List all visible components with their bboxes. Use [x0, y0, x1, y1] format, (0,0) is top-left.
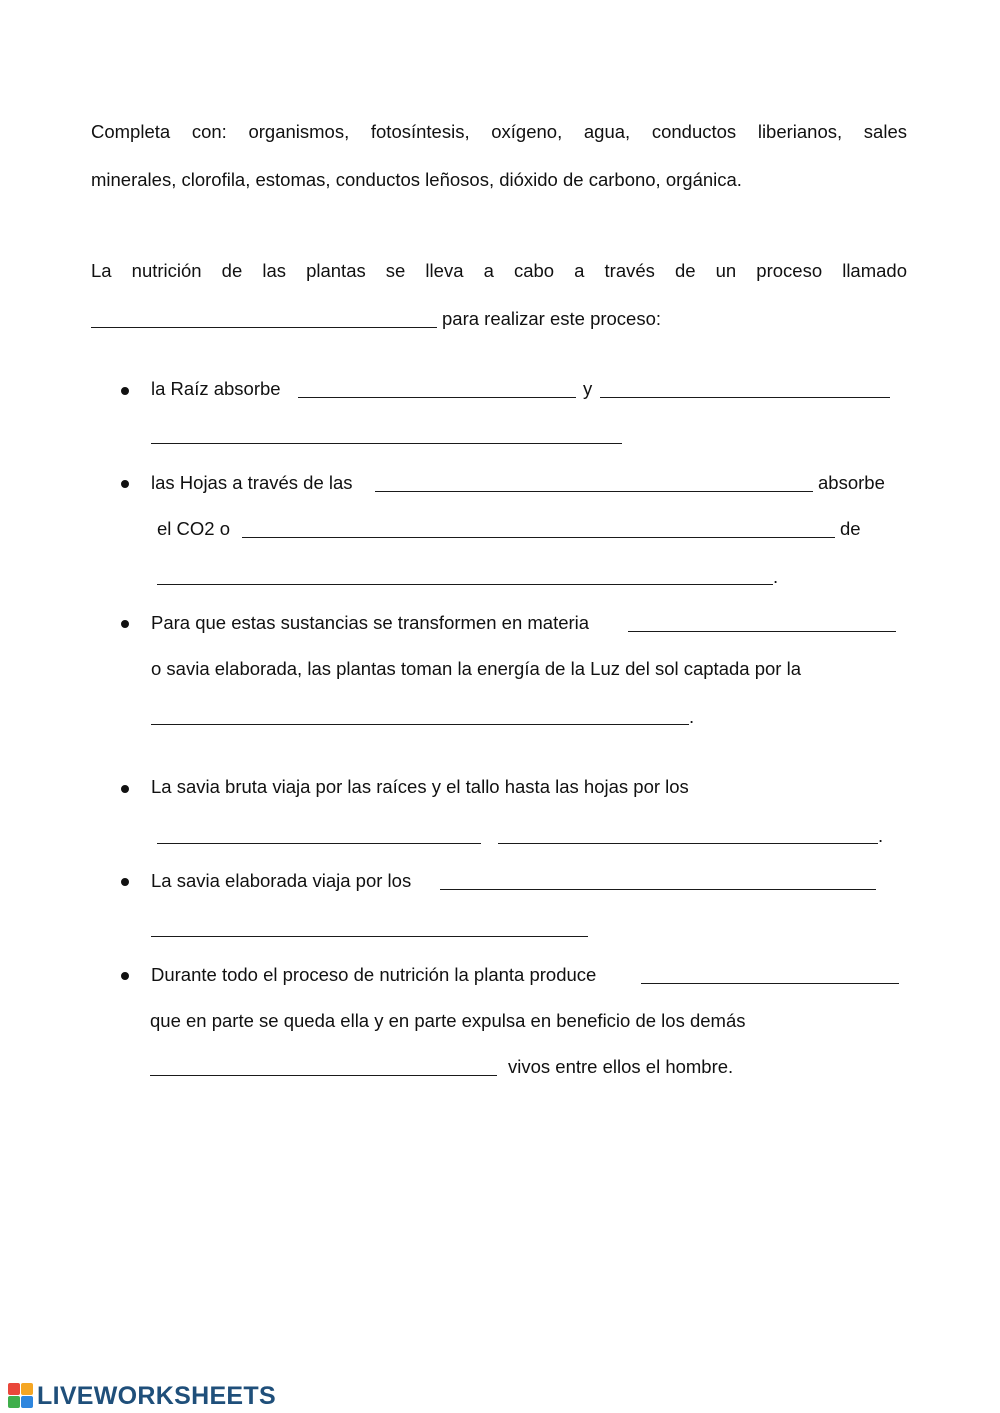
liveworksheets-logo-icon: [8, 1383, 34, 1409]
blank-savia-bruta-1[interactable]: [157, 825, 481, 844]
blank-hojas-2[interactable]: [242, 519, 835, 538]
blank-clorofila[interactable]: [151, 706, 689, 725]
blank-raiz-2[interactable]: [600, 379, 890, 398]
bullet-6: [121, 972, 129, 980]
item3-text-b: o savia elaborada, las plantas toman la energía de la Luz del sol captada por la: [151, 658, 801, 679]
blank-hojas-3[interactable]: [157, 566, 773, 585]
intro-line-2: para realizar este proceso:: [442, 308, 662, 329]
intro-line-1: La nutrición de las plantas se lleva a cabo a través de un proceso llamado: [91, 260, 907, 281]
blank-organismos[interactable]: [150, 1057, 497, 1076]
instructions-line-1: Completa con: organismos, fotosíntesis, oxígeno, agua, conductos liberianos, sales: [91, 121, 907, 142]
item3-text-a: Para que estas sustancias se transformen en materia: [151, 612, 590, 633]
item2-text-d: de: [840, 518, 861, 539]
liveworksheets-logo-text: LIVEWORKSHEETS: [37, 1381, 276, 1410]
bullet-4: [121, 785, 129, 793]
item2-end: .: [773, 566, 779, 587]
item6-text-c: vivos entre ellos el hombre.: [508, 1056, 734, 1077]
item1-text-a: la Raíz absorbe: [151, 378, 281, 399]
item3-end: .: [689, 706, 695, 727]
blank-raiz-1[interactable]: [298, 379, 576, 398]
bullet-2: [121, 480, 129, 488]
item2-text-b: absorbe: [818, 472, 885, 493]
item5-text-a: La savia elaborada viaja por los: [151, 870, 412, 891]
blank-materia[interactable]: [628, 613, 896, 632]
blank-savia-elaborada-1[interactable]: [440, 871, 876, 890]
instructions-line-2: minerales, clorofila, estomas, conductos leñosos, dióxido de carbono, orgánica.: [91, 169, 742, 190]
item6-text-a: Durante todo el proceso de nutrición la planta produce: [151, 964, 597, 985]
blank-savia-bruta-2[interactable]: [498, 825, 878, 844]
item4-text-a: La savia bruta viaja por las raíces y el tallo hasta las hojas por los: [151, 776, 689, 797]
bullet-3: [121, 620, 129, 628]
blank-proceso[interactable]: [91, 309, 437, 328]
bullet-1: [121, 387, 129, 395]
item6-text-b: que en parte se queda ella y en parte expulsa en beneficio de los demás: [150, 1010, 746, 1031]
item2-text-a: las Hojas a través de las: [151, 472, 353, 493]
blank-hojas-1[interactable]: [375, 473, 813, 492]
item4-end: .: [878, 825, 884, 846]
item2-text-c: el CO2 o: [157, 518, 231, 539]
item1-text-b: y: [583, 378, 593, 399]
liveworksheets-logo[interactable]: [8, 1382, 276, 1410]
blank-raiz-3[interactable]: [151, 425, 622, 444]
blank-produce[interactable]: [641, 965, 899, 984]
blank-savia-elaborada-2[interactable]: [151, 918, 588, 937]
bullet-5: [121, 878, 129, 886]
